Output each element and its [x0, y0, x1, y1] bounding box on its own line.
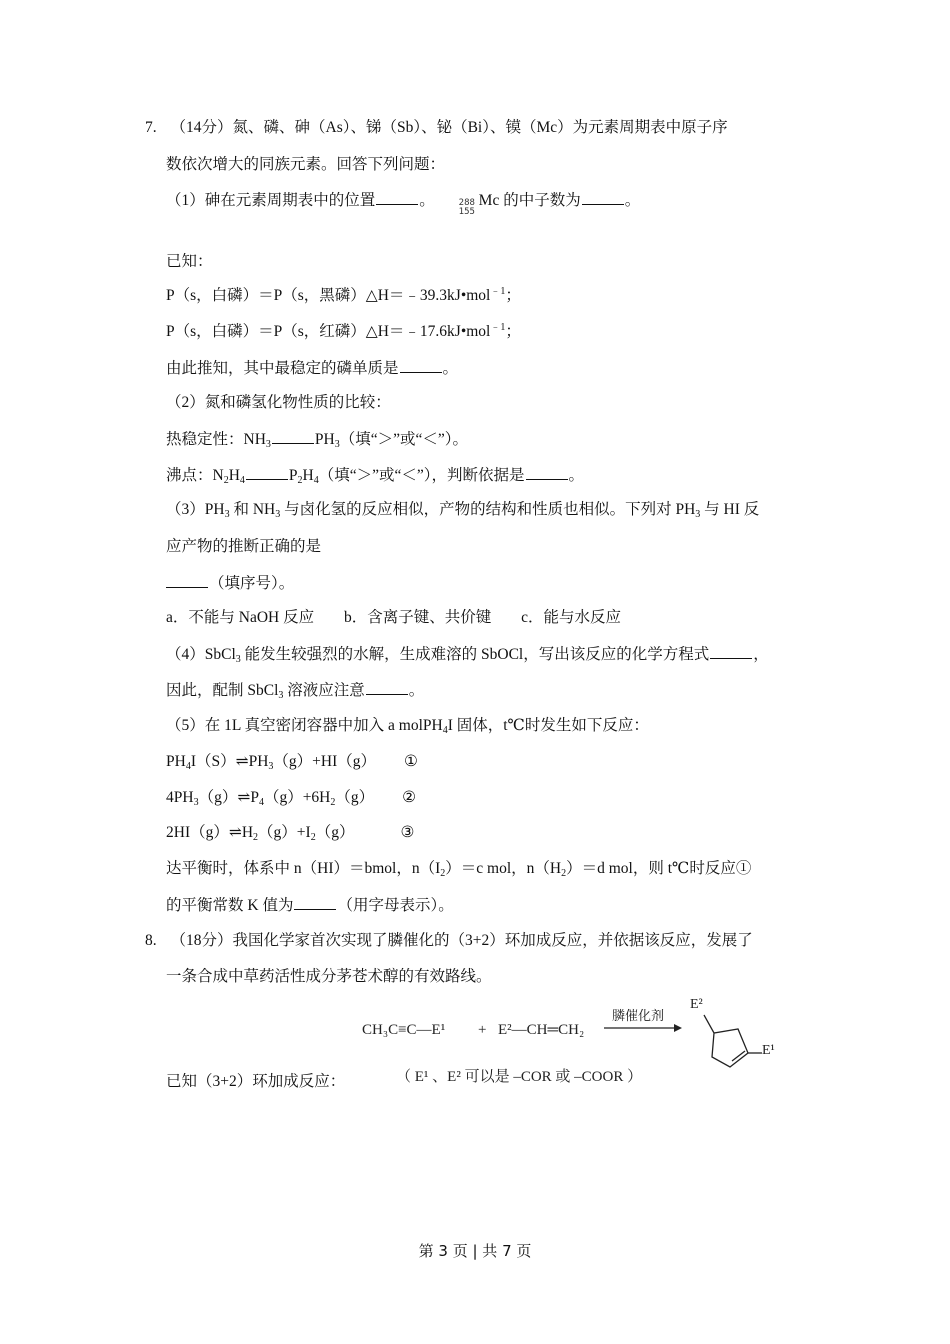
answer-blank[interactable] — [582, 190, 624, 205]
reaction-1: $PH_4I(S)\rightleftharpoons PH_3(g)+HI(g)$ ① — [166, 753, 418, 772]
substituent-note: （ E¹ 、E² 可以是 –COR 或 –COOR ） — [396, 1069, 643, 1085]
infer-line: 由此推知，其中最稳定的磷单质是 。 — [166, 360, 459, 377]
answer-blank[interactable] — [246, 465, 288, 480]
reactant-1: CH₃C≡C—E¹ — [362, 1022, 446, 1038]
q8-number: 8. — [145, 932, 157, 949]
answer-blank[interactable] — [376, 190, 418, 205]
q7-part3-line-2: 应产物的推断正确的是 — [166, 538, 322, 555]
q7-line-1 — [145, 118, 728, 138]
answer-blank[interactable] — [166, 573, 208, 588]
cyclopentene-ring-icon — [690, 1009, 770, 1071]
q7-number: 7. — [145, 119, 157, 136]
q7-part4-line-1: （4）SbCl$_3$ 能发生较强烈的水解，生成难溶的 SbOCl，写出该反应的化学方程式 ， — [166, 646, 769, 665]
plus-sign: + — [478, 1022, 487, 1038]
q7-part4-line-2: 因此，配制 SbCl$_3$ 溶液应注意 。 — [166, 682, 425, 701]
reaction-scheme — [360, 995, 790, 1095]
option-a: a．不能与 NaOH 反应 — [166, 609, 315, 626]
reaction-number: ③ — [400, 824, 415, 841]
answer-blank[interactable] — [526, 465, 568, 480]
q8-line-2: 一条合成中草药活性成分茅苍术醇的有效路线。 — [166, 968, 492, 985]
q7-part1: （1）砷在元素周期表中的位置 。 288 155 Mc 的中子数为 。 — [166, 192, 641, 218]
q7-line-2: 数依次增大的同族元素。回答下列问题： — [166, 156, 446, 173]
isotope-notation: 288 155 — [458, 198, 475, 218]
answer-blank[interactable] — [710, 644, 752, 659]
option-b: b．含离子键、共价键 — [343, 609, 492, 626]
known-label: 已知： — [166, 253, 213, 270]
q8-intro-1: （18分）我国化学家首次实现了膦催化的（3+2）环加成反应，并依据该反应，发展了 — [170, 932, 753, 949]
boiling-point-line: 沸点：$N_2H_4$ $P_2H_4$（填“＞”或“＜”），判断依据是 。 — [166, 467, 585, 486]
answer-blank[interactable] — [366, 680, 408, 695]
reaction-3: $2HI(g)\rightleftharpoons H_2(g)+I_2(g)$ ③ — [166, 824, 415, 843]
reaction-number: ② — [402, 789, 417, 806]
equilibrium-line-1: 达平衡时，体系中 n（HI）＝bmol，$n(I_2)=c$ mol，$n(H_2)=d$ mol，则 t℃时反应① — [166, 860, 752, 879]
q8-known-label: 已知（3+2）环加成反应： — [166, 1073, 346, 1090]
answer-blank[interactable] — [294, 895, 336, 910]
reaction-2: $4PH_3(g)\rightleftharpoons P_4(g)+6H_2(g)$ ② — [166, 789, 417, 808]
catalyst-label: 膦催化剂 — [612, 1008, 665, 1023]
product-e1-label: E¹ — [762, 1043, 775, 1058]
reactant-2: E²—CH═CH₂ — [498, 1022, 585, 1038]
answer-blank[interactable] — [400, 358, 442, 373]
q7-part2-title: （2）氮和磷氢化物性质的比较： — [166, 394, 391, 411]
q7-part5-line-1: （5）在 1L 真空密闭容器中加入 a molPH$_4$I 固体，t℃时发生如下反应： — [166, 717, 649, 736]
product-e2-label: E² — [690, 997, 703, 1012]
q7-intro-1: （14分）氮、磷、砷（As）、锑（Sb）、铋（Bi）、镆（Mc）为元素周期表中原子序 — [170, 119, 728, 136]
q8-line-1 — [145, 931, 753, 951]
q7-part3-line-1: $(3)PH_3$ 和 $NH_3$ 与卤化氢的反应相似，产物的结构和性质也相似。下列对 $PH_3$ 与 HI 反 — [166, 501, 760, 520]
thermo-equation-2: P（s，白磷）＝P（s，红磷）△H＝﹣17.6kJ•mol$^{﹣1}$； — [166, 322, 521, 340]
reaction-arrow-icon — [604, 1023, 682, 1033]
thermal-stability-line: 热稳定性：$NH_3$ $PH_3$（填“＞”或“＜”）。 — [166, 431, 468, 450]
reaction-number: ① — [404, 753, 418, 770]
option-c: c．能与水反应 — [521, 609, 621, 626]
answer-blank[interactable] — [272, 429, 314, 444]
thermo-equation-1: P（s，白磷）＝P（s，黑磷）△H＝﹣39.3kJ•mol$^{﹣1}$； — [166, 286, 521, 304]
q7-part3-line-3: （填序号）。 — [166, 573, 294, 594]
page-footer: 第 3 页 | 共 7 页 — [418, 1242, 532, 1260]
q7-part3-options — [166, 608, 621, 628]
equilibrium-line-2: 的平衡常数 K 值为 （用字母表示）。 — [166, 897, 454, 914]
